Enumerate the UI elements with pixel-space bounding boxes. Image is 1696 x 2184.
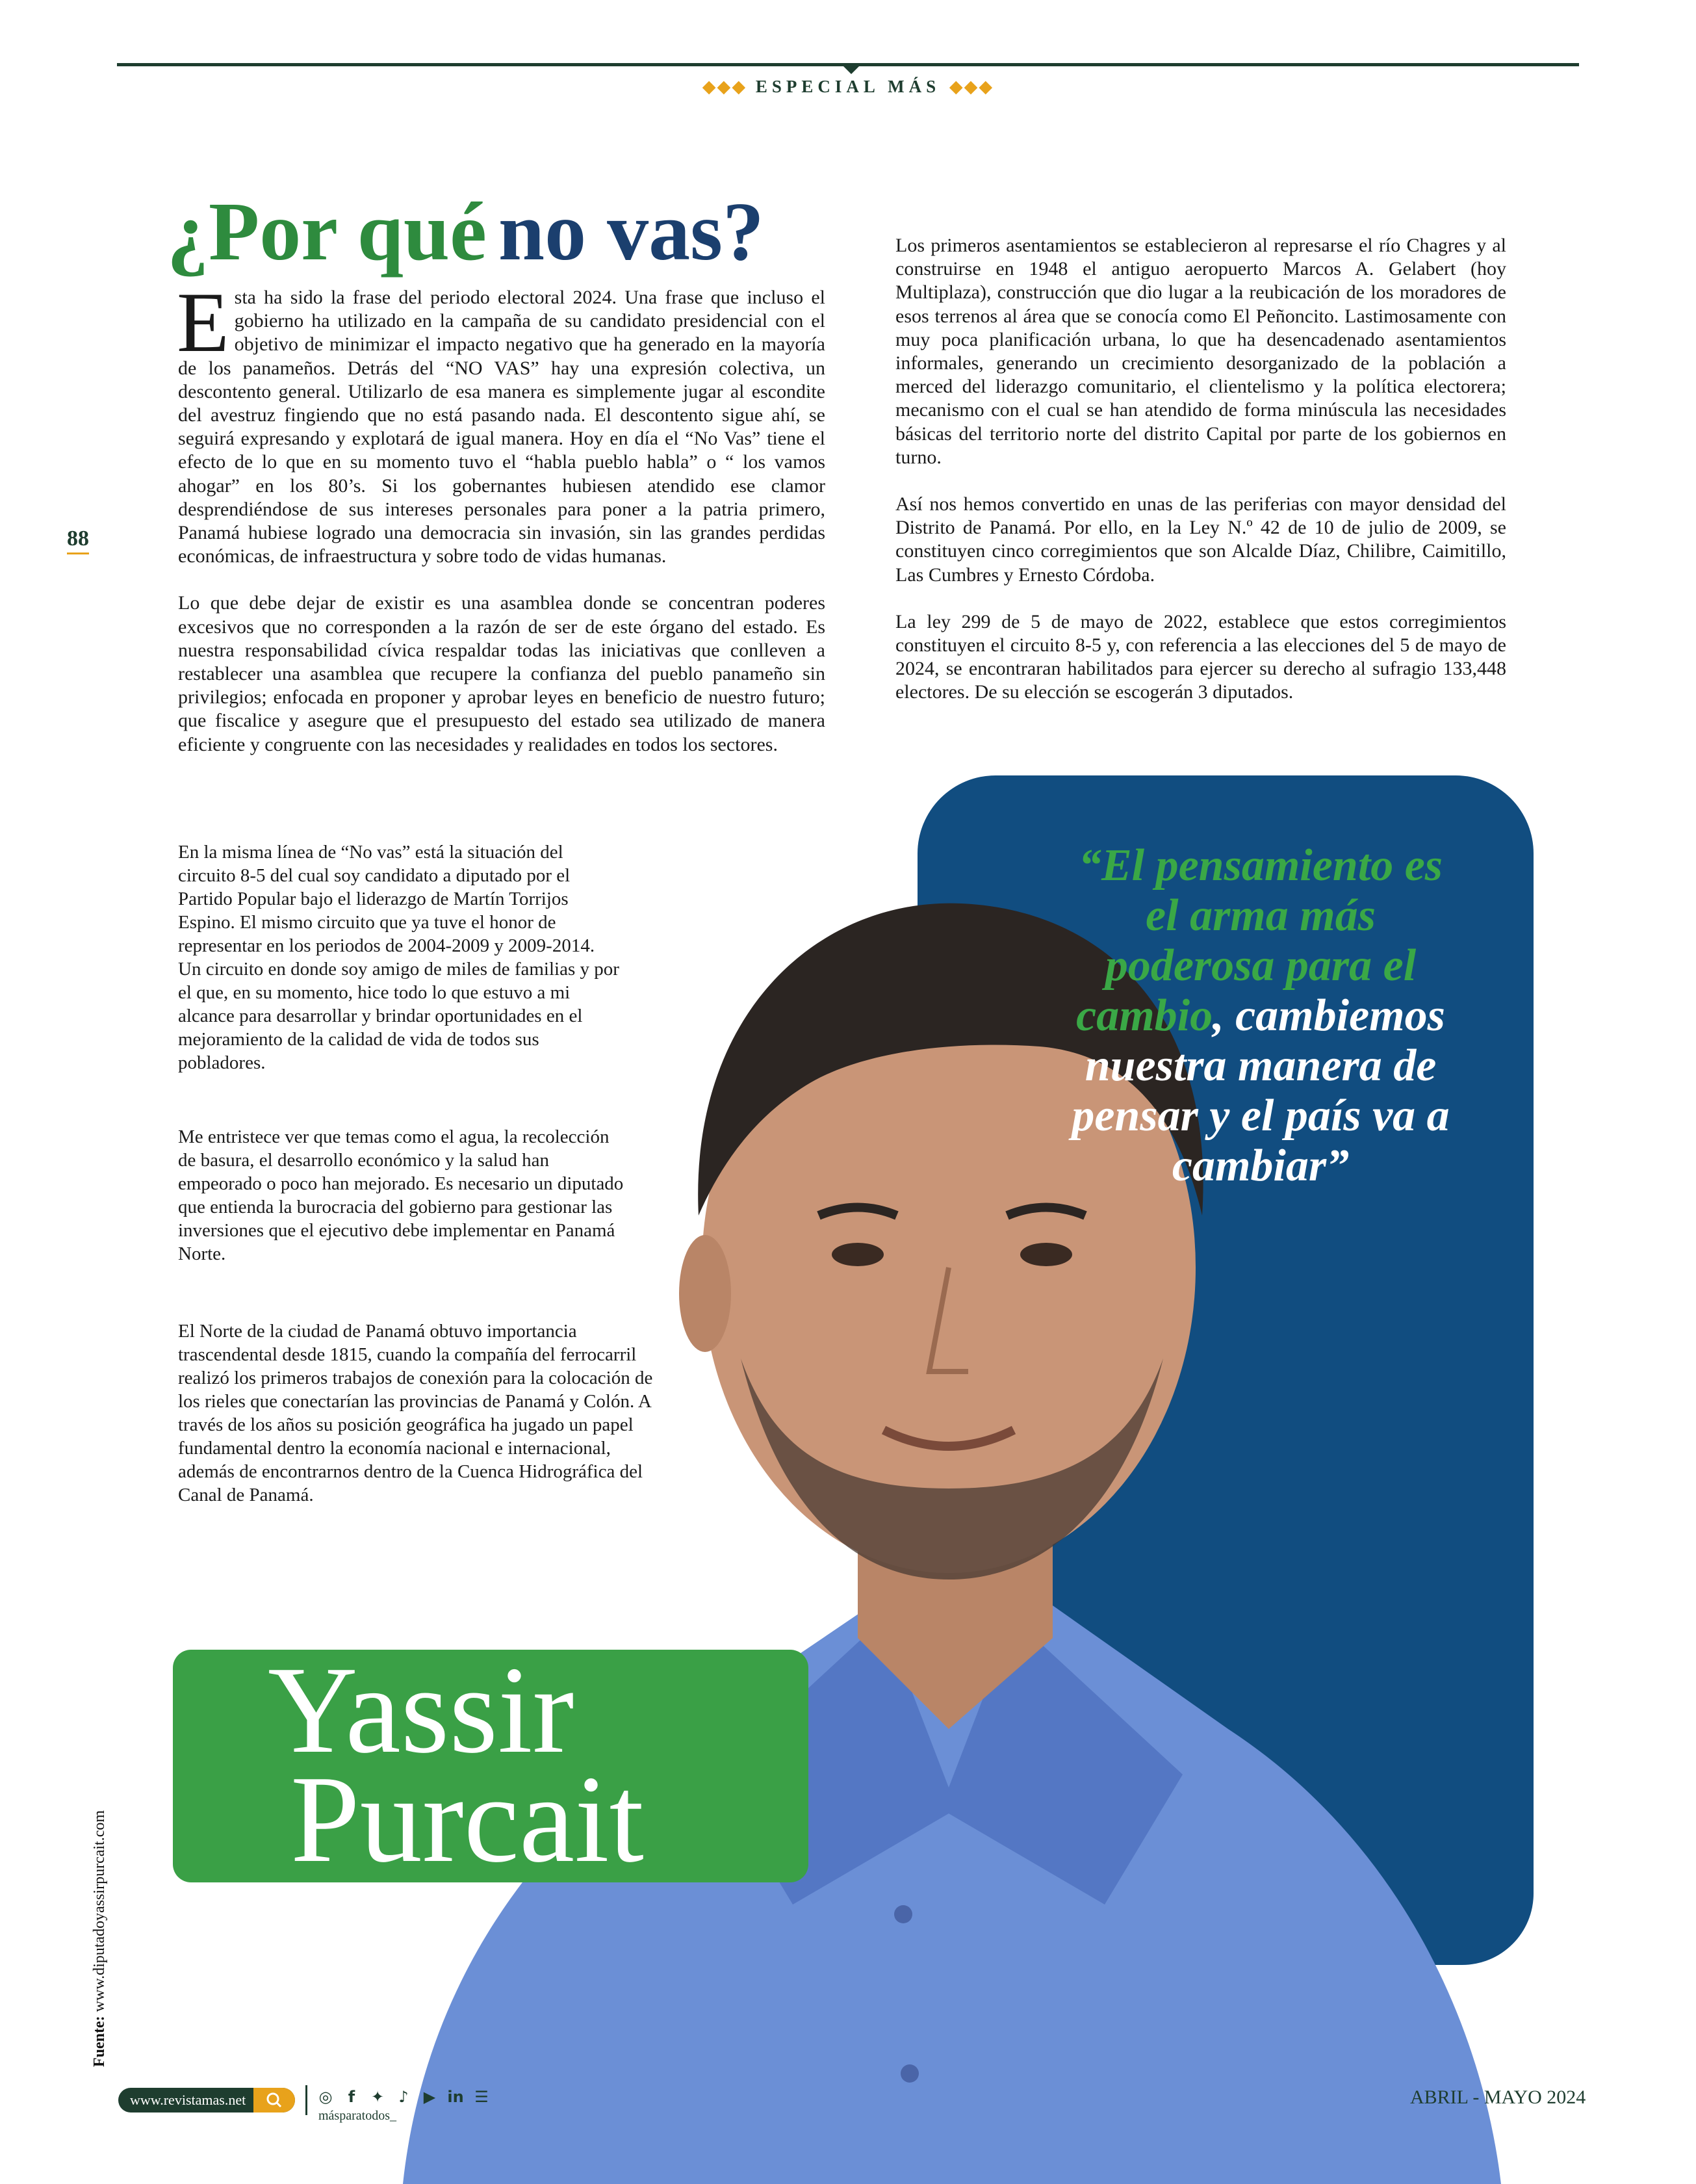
website-link[interactable]: www.revistamas.net <box>118 2088 295 2112</box>
paragraph-4-text: Me entristece ver que temas como el agua, la recolección de basura, el desarrollo económico y la salud han empeorado o poco han mejorado. Es necesario un diputado que entienda la burocracia del gobierno para gestionar las inversiones que el ejecutivo debe implementar en Panamá Norte. <box>178 1126 624 1264</box>
quote-white-text: , cambiemos nuestra manera de pensar y el país va a cambiar” <box>1072 991 1450 1191</box>
pull-quote <box>1066 840 1456 1191</box>
twitter-icon[interactable]: ✦ <box>370 2088 385 2106</box>
right-paragraph-3: La ley 299 de 5 de mayo de 2022, establece que estos corregimientos constituyen el circuito 8-5 y, con referencia a las elecciones del 5 de mayo de 2024, se encontraran habilitados para ejercer su derecho al sufragio 133,448 electores. De su elección se escogerán 3 diputados. <box>895 610 1506 703</box>
linkedin-icon[interactable]: in <box>447 2088 464 2106</box>
facebook-icon[interactable]: f <box>348 2088 355 2106</box>
paragraph-5-text: El Norte de la ciudad de Panamá obtuvo importancia trascendental desde 1815, cuando la compañía del ferrocarril realizó los primeros trabajos de conexión para la colocación de los rieles que conectarían las provincias de Panamá y Colón. A través de los años su posición geográfica ha jugado un papel fundamental dentro la economía nacional e internacional, además de encontrarnos dentro de la Cuenca Hidrográfica del Canal de Panamá. <box>178 1321 653 1505</box>
left-column <box>177 274 825 780</box>
section-dots-right: ◆◆◆ <box>949 77 994 96</box>
article-title <box>167 185 764 278</box>
tiktok-icon[interactable]: ♪ <box>398 2088 409 2106</box>
candidate-first-name: Yassir <box>268 1641 574 1779</box>
drop-cap: E <box>177 274 229 370</box>
social-icons <box>317 2086 490 2107</box>
header-notch <box>842 65 860 74</box>
footer-separator <box>305 2085 307 2115</box>
right-paragraph-2: Así nos hemos convertido en unas de las periferias con mayor densidad del Distrito de Panamá. Por ello, en la Ley N.º 42 de 10 de julio de 2009, se constituyen cinco corregimientos que son Alcalde Díaz, Chilibre, Caimitillo, Las Cumbres y Ernesto Córdoba. <box>895 493 1506 586</box>
quote-green-text: “El pensamiento es el arma más poderosa para el cambio <box>1076 840 1443 1041</box>
paragraph-1-text: sta ha sido la frase del periodo electoral 2024. Una frase que incluso el gobierno ha utilizado en la campaña de su candidato presidencial con el objetivo de minimizar el impacto negativo que ha generado en la mayoría de los panameños. Detrás del “NO VAS” hay una expresión colectiva, un descontento general. Utilizarlo de esa manera es simplemente jugar al escondite del avestruz fingiendo que no está pasando nada. El descontento sigue ahí, se seguirá expresando y explotará de igual manera. Hoy en día el “No Vas” tiene el efecto de lo que en su momento tuvo el “habla pueblo habla” o “ los vamos ahogar” en los 80’s. Si los gobernantes hubiesen atendido ese clamor desprendiéndose de sus intereses personales para poner a la patria primero, Panamá hubiese logrado una democracia sin invasión, sin las grandes perdidas económicas, de infraestructura y sobre todo de vidas humanas. <box>178 287 825 567</box>
issue-date: ABRIL - MAYO 2024 <box>1410 2086 1586 2108</box>
paragraph-3 <box>178 840 620 1074</box>
paragraph-3-text: En la misma línea de “No vas” está la situación del circuito 8-5 del cual soy candidato a diputado por el Partido Popular bajo el liderazgo de Martín Torrijos Espino. El mismo circuito que ya tuve el honor de representar en los periodos de 2004-2009 y 2009-2014. Un circuito en donde soy amigo de miles de familias y por el que, en su momento, hice todo lo que estuvo a mi alcance para desarrollar y brindar oportunidades en el mejoramiento de la calidad de vida de todos sus pobladores. <box>178 842 619 1073</box>
instagram-icon[interactable]: ◎ <box>318 2088 333 2106</box>
source-label: Fuente: <box>91 2016 108 2067</box>
youtube-icon[interactable]: ▶ <box>423 2088 436 2106</box>
title-part2: no vas? <box>498 185 764 278</box>
title-part1: ¿Por qué <box>167 185 487 278</box>
right-column <box>895 234 1506 728</box>
source-credit <box>91 1810 109 2067</box>
page-number: 88 <box>67 526 89 554</box>
paragraph-4 <box>178 1125 626 1266</box>
rss-icon[interactable]: ☰ <box>474 2088 489 2106</box>
intro-paragraph <box>177 274 825 568</box>
social-handle: másparatodos_ <box>318 2109 396 2123</box>
paragraph-5 <box>178 1320 665 1507</box>
section-title: ESPECIAL MÁS <box>755 77 941 96</box>
section-dots-left: ◆◆◆ <box>702 77 747 96</box>
source-url[interactable]: www.diputadoyassirpurcait.com <box>91 1810 108 2012</box>
candidate-last-name: Purcait <box>290 1750 644 1888</box>
paragraph-2: Lo que debe dejar de existir es una asamblea donde se concentran poderes excesivos que no corresponden a la razón de ser de este órgano del estado. Es nuestra responsabilidad cívica respaldar todas las iniciativas que conlleven a restablecer una asamblea que recupere la confianza del pueblo panameño sin privilegios; enfocada en proponer y aprobar leyes en beneficio de nuestro futuro; que fiscalice y asegure que el presupuesto del estado sea utilizado de manera eficiente y congruente con las necesidades y realidades en todos los sectores. <box>178 592 825 755</box>
right-paragraph-1: Los primeros asentamientos se establecieron al represarse el río Chagres y al construirse en 1948 el antiguo aeropuerto Marcos A. Gelabert (hoy Multiplaza), construcción que dio lugar a la reubicación de los moradores de esos terrenos al área que se conocía como El Peñoncito. Lastimosamente con muy poca planificación urbana, lo que ha desencadenado asentamientos informales, generando un crecimiento desorganizado de la población a merced del liderazgo comunitario, el clientelismo y la política electorera; mecanismo con el cual se han atendido de forma minúscula las necesidades básicas del territorio norte del distrito Capital por parte de los gobiernos en turno. <box>895 235 1506 468</box>
search-icon <box>253 2088 295 2112</box>
section-label <box>0 77 1696 97</box>
search-button[interactable] <box>253 2088 295 2112</box>
